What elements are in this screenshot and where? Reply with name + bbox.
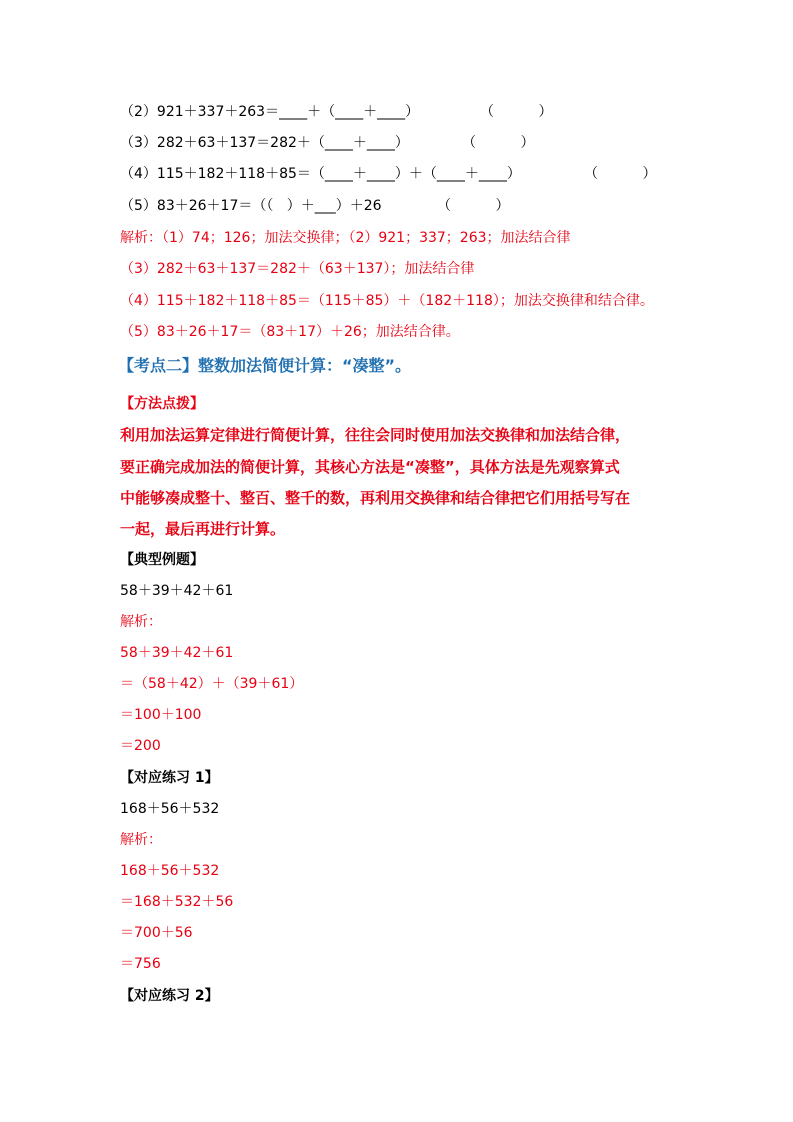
method-line-3: 中能够凑成整十、整百、整千的数，再利用交换律和结合律把它们用括号写在	[120, 489, 631, 507]
analysis-line-3: （4）115＋182＋118＋85＝（115＋85）＋（182＋118）；加法交换律和结合律。	[120, 293, 654, 309]
example-title: 【典型例题】	[120, 552, 204, 568]
practice1-analysis-label: 解析：	[120, 832, 162, 848]
practice1-problem: 168＋56＋532	[120, 801, 220, 817]
answer-blank-3: （ ）	[462, 135, 535, 151]
question-4: （4）115＋182＋118＋85＝（____＋____）＋（____＋____）	[120, 166, 521, 182]
method-line-4: 一起，最后再进行计算。	[120, 520, 286, 538]
analysis-line-4: （5）83＋26＋17＝（83＋17）＋26；加法结合律。	[120, 324, 460, 340]
example-analysis-label: 解析：	[120, 614, 162, 630]
practice2-title: 【对应练习 2】	[120, 988, 219, 1004]
practice1-step: ＝168＋532＋56	[120, 894, 234, 910]
question-2: （2）921＋337＋263＝____＋（____＋____）	[120, 104, 420, 120]
example-step: ＝100＋100	[120, 707, 202, 723]
example-step: 58＋39＋42＋61	[120, 645, 234, 661]
answer-blank-2: （ ）	[480, 104, 553, 120]
analysis-line-2: （3）282＋63＋137＝282＋（63＋137）；加法结合律	[120, 261, 475, 277]
section-heading: 【考点二】整数加法简便计算：“凑整”。	[118, 356, 412, 375]
example-step: ＝（58＋42）＋（39＋61）	[120, 676, 304, 692]
practice1-step: 168＋56＋532	[120, 863, 220, 879]
example-problem: 58＋39＋42＋61	[120, 583, 234, 599]
practice1-title: 【对应练习 1】	[120, 770, 219, 786]
answer-blank-4: （ ）	[584, 166, 657, 182]
method-line-1: 利用加法运算定律进行简便计算，往往会同时使用加法交换律和加法结合律，	[120, 426, 631, 444]
method-line-2: 要正确完成加法的简便计算，其核心方法是“凑整”，具体方法是先观察算式	[120, 458, 620, 476]
question-3: （3）282＋63＋137＝282＋（____＋____）	[120, 135, 409, 151]
method-title: 【方法点拨】	[120, 396, 204, 412]
practice1-step: ＝756	[120, 956, 161, 972]
answer-blank-5: （ ）	[437, 198, 510, 214]
analysis-line-1: 解析：（1）74；126；加法交换律；（2）921；337；263；加法结合律	[120, 230, 571, 246]
practice1-step: ＝700＋56	[120, 925, 193, 941]
question-5: （5）83＋26＋17＝（（ ）＋___）＋26	[120, 198, 382, 214]
example-step: ＝200	[120, 738, 161, 754]
